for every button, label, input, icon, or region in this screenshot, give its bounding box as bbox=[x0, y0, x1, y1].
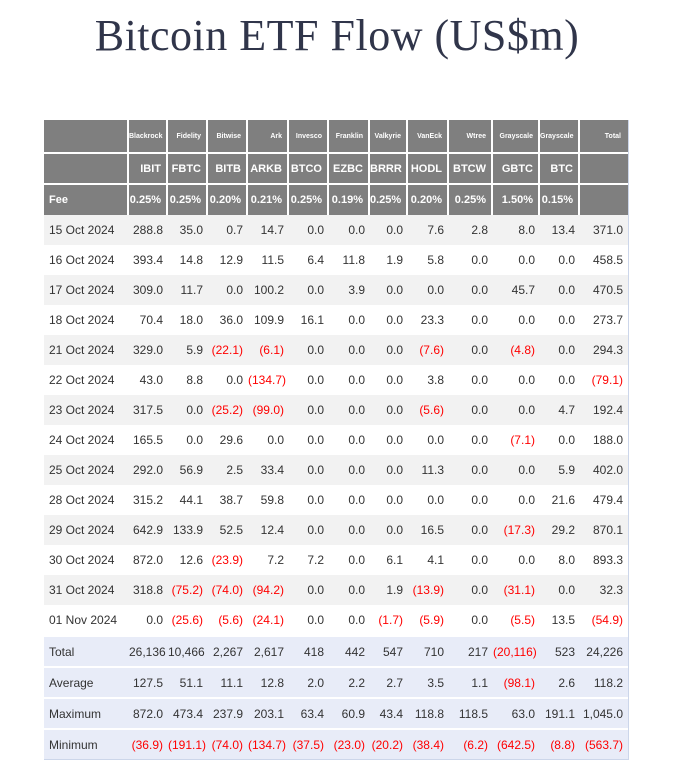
value-cell: 0.0 bbox=[329, 455, 370, 485]
value-cell: 2.7 bbox=[370, 666, 408, 697]
value-cell: 70.4 bbox=[129, 305, 168, 335]
value-cell: (74.0) bbox=[208, 728, 248, 759]
value-cell: 10,466 bbox=[168, 635, 208, 666]
value-cell: 127.5 bbox=[129, 666, 168, 697]
ticker-header-gbtc: GBTC bbox=[493, 154, 540, 185]
header-row-issuers bbox=[44, 120, 628, 154]
value-cell: 18.0 bbox=[168, 305, 208, 335]
value-cell: 371.0 bbox=[580, 215, 628, 245]
value-cell: (1.7) bbox=[370, 605, 408, 635]
value-cell: 0.0 bbox=[449, 365, 493, 395]
summary-label-cell: Total bbox=[44, 635, 129, 666]
value-cell: 893.3 bbox=[580, 545, 628, 575]
value-cell: 188.0 bbox=[580, 425, 628, 455]
value-cell: 23.3 bbox=[408, 305, 449, 335]
total-ticker-cell bbox=[580, 154, 628, 185]
value-cell: 21.6 bbox=[540, 485, 580, 515]
value-cell: (134.7) bbox=[248, 728, 289, 759]
value-cell: 2.5 bbox=[208, 455, 248, 485]
value-cell: (191.1) bbox=[168, 728, 208, 759]
value-cell: 0.0 bbox=[329, 305, 370, 335]
value-cell: 8.0 bbox=[540, 545, 580, 575]
table-body bbox=[44, 215, 628, 635]
value-cell: 192.4 bbox=[580, 395, 628, 425]
value-cell: 14.8 bbox=[168, 245, 208, 275]
value-cell: 14.7 bbox=[248, 215, 289, 245]
table-row bbox=[44, 485, 628, 515]
ticker-header-brrr: BRRR bbox=[370, 154, 408, 185]
date-cell: 25 Oct 2024 bbox=[44, 455, 129, 485]
value-cell: 317.5 bbox=[129, 395, 168, 425]
date-cell: 15 Oct 2024 bbox=[44, 215, 129, 245]
value-cell: 0.0 bbox=[493, 305, 540, 335]
value-cell: 0.0 bbox=[408, 275, 449, 305]
value-cell: 0.0 bbox=[540, 365, 580, 395]
value-cell: 11.5 bbox=[248, 245, 289, 275]
value-cell: 1.9 bbox=[370, 245, 408, 275]
value-cell: 872.0 bbox=[129, 545, 168, 575]
value-cell: 7.2 bbox=[289, 545, 329, 575]
table-row bbox=[44, 635, 628, 666]
value-cell: 0.0 bbox=[329, 335, 370, 365]
value-cell: 44.1 bbox=[168, 485, 208, 515]
fee-cell-btc: 0.15% bbox=[540, 185, 580, 215]
header-row-tickers bbox=[44, 154, 628, 185]
value-cell: (25.2) bbox=[208, 395, 248, 425]
table-row bbox=[44, 305, 628, 335]
table-row bbox=[44, 455, 628, 485]
issuer-header-btcw: Wtree bbox=[449, 120, 493, 154]
value-cell: 0.0 bbox=[493, 395, 540, 425]
value-cell: 0.0 bbox=[493, 485, 540, 515]
value-cell: 0.0 bbox=[370, 275, 408, 305]
value-cell: 33.4 bbox=[248, 455, 289, 485]
value-cell: (6.2) bbox=[449, 728, 493, 759]
value-cell: 12.4 bbox=[248, 515, 289, 545]
value-cell: 118.8 bbox=[408, 697, 449, 728]
date-cell: 31 Oct 2024 bbox=[44, 575, 129, 605]
issuer-header-gbtc: Grayscale bbox=[493, 120, 540, 154]
value-cell: 0.0 bbox=[540, 425, 580, 455]
value-cell: 0.0 bbox=[449, 455, 493, 485]
ticker-header-hodl: HODL bbox=[408, 154, 449, 185]
corner-cell bbox=[44, 154, 129, 185]
table-row bbox=[44, 605, 628, 635]
value-cell: 12.8 bbox=[248, 666, 289, 697]
value-cell: 442 bbox=[329, 635, 370, 666]
issuer-header-ibit: Blackrock bbox=[129, 120, 168, 154]
issuer-header-fbtc: Fidelity bbox=[168, 120, 208, 154]
value-cell: (38.4) bbox=[408, 728, 449, 759]
value-cell: 318.8 bbox=[129, 575, 168, 605]
value-cell: (13.9) bbox=[408, 575, 449, 605]
value-cell: 6.1 bbox=[370, 545, 408, 575]
value-cell: 0.0 bbox=[370, 335, 408, 365]
value-cell: 0.0 bbox=[449, 335, 493, 365]
value-cell: (642.5) bbox=[493, 728, 540, 759]
value-cell: 329.0 bbox=[129, 335, 168, 365]
value-cell: 2.8 bbox=[449, 215, 493, 245]
value-cell: 1,045.0 bbox=[580, 697, 628, 728]
value-cell: 710 bbox=[408, 635, 449, 666]
value-cell: 217 bbox=[449, 635, 493, 666]
issuer-header-ezbc: Franklin bbox=[329, 120, 370, 154]
table-row bbox=[44, 395, 628, 425]
value-cell: 0.0 bbox=[449, 275, 493, 305]
value-cell: 0.0 bbox=[408, 485, 449, 515]
value-cell: 0.0 bbox=[289, 275, 329, 305]
value-cell: 16.5 bbox=[408, 515, 449, 545]
value-cell: 0.0 bbox=[289, 335, 329, 365]
fee-cell-fbtc: 0.25% bbox=[168, 185, 208, 215]
value-cell: 63.4 bbox=[289, 697, 329, 728]
value-cell: 109.9 bbox=[248, 305, 289, 335]
value-cell: 0.0 bbox=[289, 215, 329, 245]
value-cell: 165.5 bbox=[129, 425, 168, 455]
value-cell: 0.7 bbox=[208, 215, 248, 245]
value-cell: 0.0 bbox=[289, 605, 329, 635]
value-cell: (5.5) bbox=[493, 605, 540, 635]
value-cell: 0.0 bbox=[370, 515, 408, 545]
corner-cell bbox=[44, 120, 129, 154]
value-cell: (98.1) bbox=[493, 666, 540, 697]
ticker-header-btcw: BTCW bbox=[449, 154, 493, 185]
value-cell: 0.0 bbox=[329, 575, 370, 605]
value-cell: 11.8 bbox=[329, 245, 370, 275]
value-cell: 3.8 bbox=[408, 365, 449, 395]
value-cell: 0.0 bbox=[408, 425, 449, 455]
value-cell: 0.0 bbox=[289, 485, 329, 515]
fee-cell-btcw: 0.25% bbox=[449, 185, 493, 215]
page-title: Bitcoin ETF Flow (US$m) bbox=[94, 11, 580, 60]
value-cell: 0.0 bbox=[370, 365, 408, 395]
value-cell: (37.5) bbox=[289, 728, 329, 759]
value-cell: (25.6) bbox=[168, 605, 208, 635]
value-cell: 2.0 bbox=[289, 666, 329, 697]
table-row bbox=[44, 545, 628, 575]
value-cell: 1.1 bbox=[449, 666, 493, 697]
value-cell: 273.7 bbox=[580, 305, 628, 335]
value-cell: (23.0) bbox=[329, 728, 370, 759]
value-cell: (94.2) bbox=[248, 575, 289, 605]
value-cell: 0.0 bbox=[370, 215, 408, 245]
value-cell: 8.8 bbox=[168, 365, 208, 395]
total-column-header: Total bbox=[580, 120, 628, 154]
value-cell: 0.0 bbox=[540, 575, 580, 605]
table-row bbox=[44, 697, 628, 728]
date-cell: 28 Oct 2024 bbox=[44, 485, 129, 515]
value-cell: 0.0 bbox=[208, 365, 248, 395]
ticker-header-arkb: ARKB bbox=[248, 154, 289, 185]
value-cell: 0.0 bbox=[370, 485, 408, 515]
table-header bbox=[44, 120, 628, 215]
value-cell: (5.6) bbox=[408, 395, 449, 425]
value-cell: 470.5 bbox=[580, 275, 628, 305]
table-summary bbox=[44, 635, 628, 759]
value-cell: 0.0 bbox=[208, 275, 248, 305]
value-cell: 0.0 bbox=[449, 605, 493, 635]
value-cell: 0.0 bbox=[329, 605, 370, 635]
value-cell: 0.0 bbox=[370, 425, 408, 455]
table-row bbox=[44, 728, 628, 759]
value-cell: 0.0 bbox=[289, 515, 329, 545]
value-cell: (7.6) bbox=[408, 335, 449, 365]
value-cell: 3.9 bbox=[329, 275, 370, 305]
value-cell: 0.0 bbox=[329, 485, 370, 515]
value-cell: 0.0 bbox=[329, 515, 370, 545]
value-cell: 402.0 bbox=[580, 455, 628, 485]
value-cell: (36.9) bbox=[129, 728, 168, 759]
value-cell: 0.0 bbox=[449, 395, 493, 425]
value-cell: 7.6 bbox=[408, 215, 449, 245]
fee-cell-hodl: 0.20% bbox=[408, 185, 449, 215]
value-cell: (4.8) bbox=[493, 335, 540, 365]
value-cell: (31.1) bbox=[493, 575, 540, 605]
date-cell: 23 Oct 2024 bbox=[44, 395, 129, 425]
value-cell: 26,136 bbox=[129, 635, 168, 666]
value-cell: 479.4 bbox=[580, 485, 628, 515]
value-cell: 2,267 bbox=[208, 635, 248, 666]
fee-cell-ezbc: 0.19% bbox=[329, 185, 370, 215]
etf-flow-table bbox=[44, 120, 629, 760]
value-cell: 0.0 bbox=[449, 305, 493, 335]
value-cell: 0.0 bbox=[129, 605, 168, 635]
date-cell: 17 Oct 2024 bbox=[44, 275, 129, 305]
value-cell: (22.1) bbox=[208, 335, 248, 365]
fee-cell-bitb: 0.20% bbox=[208, 185, 248, 215]
value-cell: (24.1) bbox=[248, 605, 289, 635]
value-cell: (5.9) bbox=[408, 605, 449, 635]
value-cell: 1.9 bbox=[370, 575, 408, 605]
value-cell: 0.0 bbox=[289, 425, 329, 455]
value-cell: 0.0 bbox=[493, 455, 540, 485]
header-row-fees bbox=[44, 185, 628, 215]
value-cell: 5.9 bbox=[168, 335, 208, 365]
value-cell: (17.3) bbox=[493, 515, 540, 545]
value-cell: 4.7 bbox=[540, 395, 580, 425]
value-cell: 29.6 bbox=[208, 425, 248, 455]
value-cell: 0.0 bbox=[449, 575, 493, 605]
table-row bbox=[44, 425, 628, 455]
value-cell: 0.0 bbox=[329, 215, 370, 245]
value-cell: 118.5 bbox=[449, 697, 493, 728]
ticker-header-btco: BTCO bbox=[289, 154, 329, 185]
value-cell: 0.0 bbox=[289, 365, 329, 395]
value-cell: 0.0 bbox=[370, 395, 408, 425]
value-cell: 38.7 bbox=[208, 485, 248, 515]
value-cell: 0.0 bbox=[329, 545, 370, 575]
value-cell: 523 bbox=[540, 635, 580, 666]
value-cell: 59.8 bbox=[248, 485, 289, 515]
value-cell: 0.0 bbox=[493, 365, 540, 395]
value-cell: 191.1 bbox=[540, 697, 580, 728]
table-row bbox=[44, 666, 628, 697]
table-row bbox=[44, 575, 628, 605]
value-cell: 13.5 bbox=[540, 605, 580, 635]
ticker-header-btc: BTC bbox=[540, 154, 580, 185]
value-cell: 6.4 bbox=[289, 245, 329, 275]
value-cell: 36.0 bbox=[208, 305, 248, 335]
issuer-header-btco: Invesco bbox=[289, 120, 329, 154]
value-cell: (54.9) bbox=[580, 605, 628, 635]
value-cell: (20.2) bbox=[370, 728, 408, 759]
value-cell: 11.1 bbox=[208, 666, 248, 697]
value-cell: 32.3 bbox=[580, 575, 628, 605]
value-cell: 203.1 bbox=[248, 697, 289, 728]
value-cell: 0.0 bbox=[540, 335, 580, 365]
value-cell: 393.4 bbox=[129, 245, 168, 275]
date-cell: 22 Oct 2024 bbox=[44, 365, 129, 395]
value-cell: 418 bbox=[289, 635, 329, 666]
value-cell: 8.0 bbox=[493, 215, 540, 245]
issuer-header-arkb: Ark bbox=[248, 120, 289, 154]
value-cell: 0.0 bbox=[540, 245, 580, 275]
table-row bbox=[44, 275, 628, 305]
value-cell: (99.0) bbox=[248, 395, 289, 425]
value-cell: (74.0) bbox=[208, 575, 248, 605]
value-cell: 4.1 bbox=[408, 545, 449, 575]
value-cell: 0.0 bbox=[449, 425, 493, 455]
table-row bbox=[44, 245, 628, 275]
value-cell: 0.0 bbox=[168, 425, 208, 455]
value-cell: 5.8 bbox=[408, 245, 449, 275]
ticker-header-fbtc: FBTC bbox=[168, 154, 208, 185]
value-cell: 0.0 bbox=[329, 425, 370, 455]
fee-cell-ibit: 0.25% bbox=[129, 185, 168, 215]
value-cell: 288.8 bbox=[129, 215, 168, 245]
value-cell: 13.4 bbox=[540, 215, 580, 245]
value-cell: 60.9 bbox=[329, 697, 370, 728]
date-cell: 24 Oct 2024 bbox=[44, 425, 129, 455]
issuer-header-hodl: VanEck bbox=[408, 120, 449, 154]
value-cell: 12.9 bbox=[208, 245, 248, 275]
value-cell: (5.6) bbox=[208, 605, 248, 635]
value-cell: (7.1) bbox=[493, 425, 540, 455]
value-cell: (20,116) bbox=[493, 635, 540, 666]
value-cell: 237.9 bbox=[208, 697, 248, 728]
value-cell: 0.0 bbox=[449, 485, 493, 515]
value-cell: 0.0 bbox=[370, 455, 408, 485]
value-cell: (8.8) bbox=[540, 728, 580, 759]
value-cell: 133.9 bbox=[168, 515, 208, 545]
issuer-header-btc: Grayscale bbox=[540, 120, 580, 154]
value-cell: 24,226 bbox=[580, 635, 628, 666]
date-cell: 21 Oct 2024 bbox=[44, 335, 129, 365]
value-cell: 0.0 bbox=[329, 365, 370, 395]
value-cell: 0.0 bbox=[449, 545, 493, 575]
date-cell: 01 Nov 2024 bbox=[44, 605, 129, 635]
value-cell: 45.7 bbox=[493, 275, 540, 305]
value-cell: 118.2 bbox=[580, 666, 628, 697]
value-cell: 473.4 bbox=[168, 697, 208, 728]
value-cell: 547 bbox=[370, 635, 408, 666]
table-row bbox=[44, 335, 628, 365]
value-cell: 294.3 bbox=[580, 335, 628, 365]
value-cell: 0.0 bbox=[248, 425, 289, 455]
value-cell: 0.0 bbox=[329, 395, 370, 425]
value-cell: 0.0 bbox=[449, 515, 493, 545]
ticker-header-ibit: IBIT bbox=[129, 154, 168, 185]
value-cell: (75.2) bbox=[168, 575, 208, 605]
value-cell: 35.0 bbox=[168, 215, 208, 245]
table-row bbox=[44, 365, 628, 395]
value-cell: 43.0 bbox=[129, 365, 168, 395]
value-cell: 0.0 bbox=[289, 575, 329, 605]
value-cell: 0.0 bbox=[493, 545, 540, 575]
value-cell: 16.1 bbox=[289, 305, 329, 335]
value-cell: 51.1 bbox=[168, 666, 208, 697]
value-cell: 5.9 bbox=[540, 455, 580, 485]
value-cell: 11.7 bbox=[168, 275, 208, 305]
ticker-header-ezbc: EZBC bbox=[329, 154, 370, 185]
table-row bbox=[44, 215, 628, 245]
value-cell: 29.2 bbox=[540, 515, 580, 545]
fee-row-label: Fee bbox=[44, 185, 129, 215]
value-cell: 0.0 bbox=[449, 245, 493, 275]
value-cell: 0.0 bbox=[540, 305, 580, 335]
value-cell: 0.0 bbox=[540, 275, 580, 305]
value-cell: 642.9 bbox=[129, 515, 168, 545]
value-cell: 100.2 bbox=[248, 275, 289, 305]
value-cell: 0.0 bbox=[370, 305, 408, 335]
value-cell: 0.0 bbox=[493, 245, 540, 275]
fee-cell-btco: 0.25% bbox=[289, 185, 329, 215]
value-cell: 52.5 bbox=[208, 515, 248, 545]
value-cell: 0.0 bbox=[168, 395, 208, 425]
value-cell: 315.2 bbox=[129, 485, 168, 515]
value-cell: 0.0 bbox=[289, 395, 329, 425]
value-cell: (23.9) bbox=[208, 545, 248, 575]
value-cell: 872.0 bbox=[129, 697, 168, 728]
date-cell: 30 Oct 2024 bbox=[44, 545, 129, 575]
value-cell: 56.9 bbox=[168, 455, 208, 485]
value-cell: 63.0 bbox=[493, 697, 540, 728]
date-cell: 29 Oct 2024 bbox=[44, 515, 129, 545]
ticker-header-bitb: BITB bbox=[208, 154, 248, 185]
value-cell: 7.2 bbox=[248, 545, 289, 575]
summary-label-cell: Maximum bbox=[44, 697, 129, 728]
value-cell: (134.7) bbox=[248, 365, 289, 395]
value-cell: 11.3 bbox=[408, 455, 449, 485]
value-cell: (563.7) bbox=[580, 728, 628, 759]
value-cell: 309.0 bbox=[129, 275, 168, 305]
date-cell: 18 Oct 2024 bbox=[44, 305, 129, 335]
summary-label-cell: Minimum bbox=[44, 728, 129, 759]
value-cell: 292.0 bbox=[129, 455, 168, 485]
value-cell: 870.1 bbox=[580, 515, 628, 545]
value-cell: (6.1) bbox=[248, 335, 289, 365]
table-row bbox=[44, 515, 628, 545]
value-cell: 12.6 bbox=[168, 545, 208, 575]
value-cell: 3.5 bbox=[408, 666, 449, 697]
summary-label-cell: Average bbox=[44, 666, 129, 697]
value-cell: 2,617 bbox=[248, 635, 289, 666]
date-cell: 16 Oct 2024 bbox=[44, 245, 129, 275]
value-cell: 43.4 bbox=[370, 697, 408, 728]
value-cell: 458.5 bbox=[580, 245, 628, 275]
value-cell: 2.6 bbox=[540, 666, 580, 697]
issuer-header-bitb: Bitwise bbox=[208, 120, 248, 154]
fee-cell-brrr: 0.25% bbox=[370, 185, 408, 215]
fee-cell-gbtc: 1.50% bbox=[493, 185, 540, 215]
value-cell: 2.2 bbox=[329, 666, 370, 697]
issuer-header-brrr: Valkyrie bbox=[370, 120, 408, 154]
fee-cell-arkb: 0.21% bbox=[248, 185, 289, 215]
total-fee-cell bbox=[580, 185, 628, 215]
value-cell: (79.1) bbox=[580, 365, 628, 395]
value-cell: 0.0 bbox=[289, 455, 329, 485]
